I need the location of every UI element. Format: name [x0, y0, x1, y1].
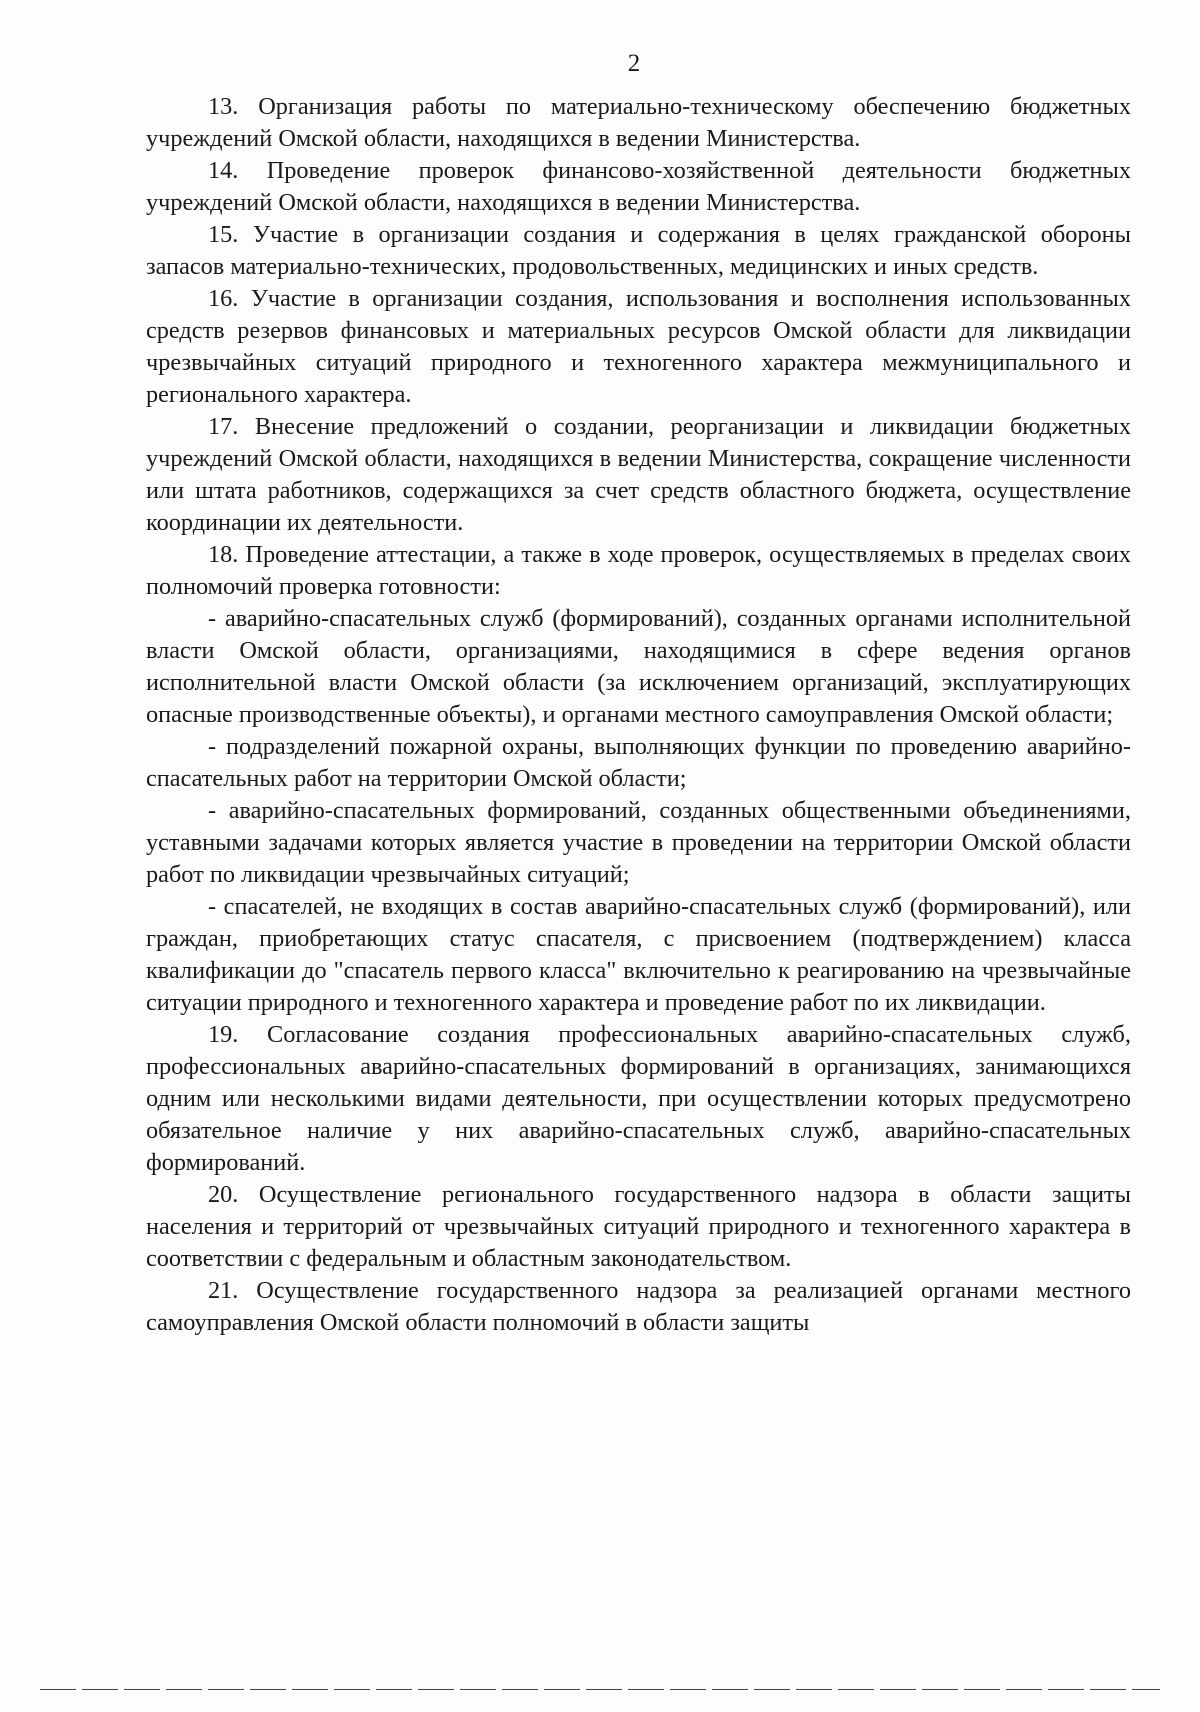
- paragraph-20: 20. Осуществление регионального государственного надзора в области защиты населения и территорий от чрезвычайных ситуаций природного и техногенного характера в соответствии с федеральным и областным законодательством.: [146, 1181, 1131, 1272]
- paragraph-13: 13. Организация работы по материально-техническому обеспечению бюджетных учреждений Омской области, находящихся в ведении Министерства.: [146, 93, 1131, 152]
- list-item-fire-units: - подразделений пожарной охраны, выполняющих функции по проведению аварийно-спасательных работ на территории Омской области;: [146, 733, 1131, 792]
- paragraph-21: 21. Осуществление государственного надзора за реализацией органами местного самоуправления Омской области полномочий в области защиты: [146, 1277, 1131, 1336]
- paragraph-18: 18. Проведение аттестации, а также в ходе проверок, осуществляемых в пределах своих полномочий проверка готовности:: [146, 541, 1131, 600]
- paragraph-19: 19. Согласование создания профессиональных аварийно-спасательных служб, профессиональных аварийно-спасательных формирований в организациях, занимающихся одним или несколькими видами деятельности, при осуществлении которых предусмотрено обязательное наличие у них аварийно-спасательных служб, аварийно-спасательных формирований.: [146, 1021, 1131, 1176]
- list-item-rescue-services: - аварийно-спасательных служб (формирований), созданных органами исполнительной власти Омской области, организациями, находящимися в сфере ведения органов исполнительной власти Омской области (за исключением организаций, эксплуатирующих опасные производственные объекты), и органами местного самоуправления Омской области;: [146, 605, 1131, 728]
- paragraph-14: 14. Проведение проверок финансово-хозяйственной деятельности бюджетных учреждений Омской области, находящихся в ведении Министерства.: [146, 157, 1131, 216]
- list-item-public-formations: - аварийно-спасательных формирований, созданных общественными объединениями, уставными задачами которых является участие в проведении на территории Омской области работ по ликвидации чрезвычайных ситуаций;: [146, 797, 1131, 888]
- paragraph-16: 16. Участие в организации создания, использования и восполнения использованных средств резервов финансовых и материальных ресурсов Омской области для ликвидации чрезвычайных ситуаций природного и техногенного характера межмуниципального и регионального характера.: [146, 285, 1131, 408]
- paragraph-17: 17. Внесение предложений о создании, реорганизации и ликвидации бюджетных учреждений Омской области, находящихся в ведении Министерства, сокращение численности или штата работников, содержащихся за счет средств областного бюджета, осуществление координации их деятельности.: [146, 413, 1131, 536]
- paragraph-15: 15. Участие в организации создания и содержания в целях гражданской обороны запасов материально-технических, продовольственных, медицинских и иных средств.: [146, 221, 1131, 280]
- scan-edge-line: [40, 1689, 1160, 1690]
- page-number: 2: [627, 50, 641, 77]
- list-item-rescuers: - спасателей, не входящих в состав аварийно-спасательных служб (формирований), или граждан, приобретающих статус спасателя, с присвоением (подтверждением) класса квалификации до "спасатель первого класса" включительно к реагированию на чрезвычайные ситуации природного и техногенного характера и проведение работ по их ликвидации.: [146, 893, 1131, 1016]
- document-body: [146, 91, 1131, 1339]
